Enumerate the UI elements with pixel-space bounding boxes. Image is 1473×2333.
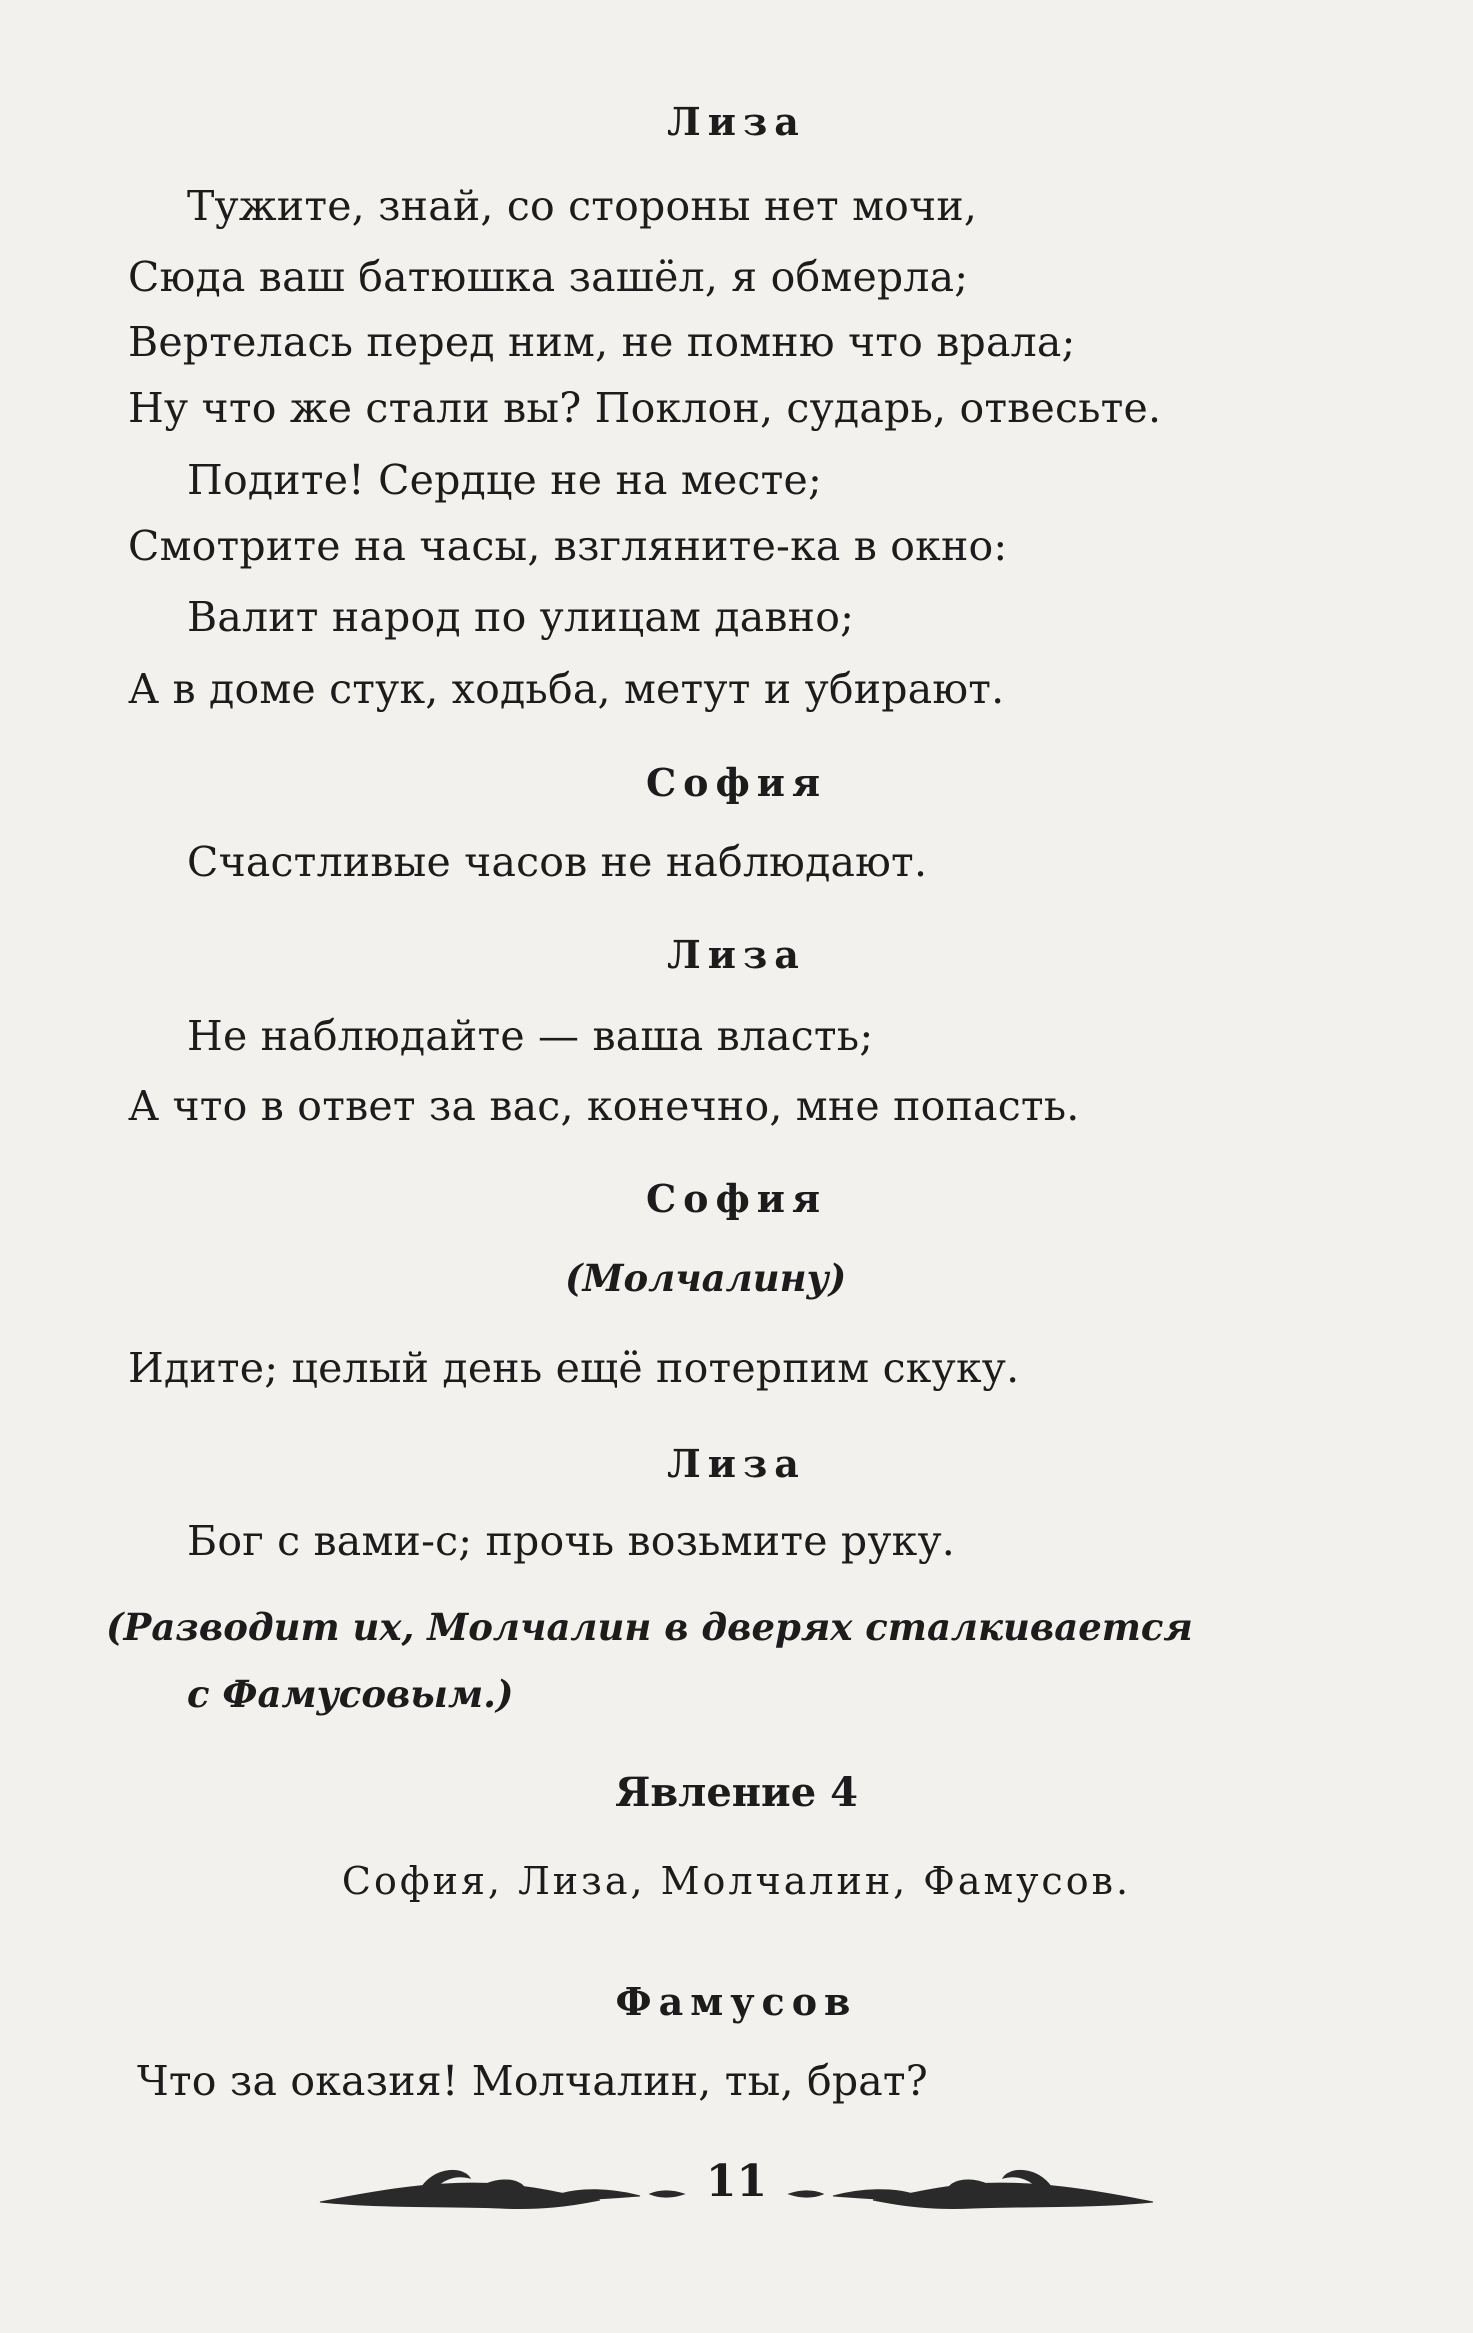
verse-line: Не наблюдайте — ваша власть; — [187, 1012, 874, 1060]
speaker-liza: Лиза — [667, 1441, 806, 1486]
verse-line: Счастливые часов не наблюдают. — [187, 838, 928, 886]
verse-line: Вертелась перед ним, не помню что врала; — [128, 318, 1076, 366]
verse-line: Бог с вами-с; прочь возьмите руку. — [187, 1517, 956, 1565]
page-number: 11 — [705, 2156, 768, 2207]
verse-line: Тужите, знай, со стороны нет мочи, — [187, 182, 978, 230]
verse-line: Идите; целый день ещё потерпим скуку. — [128, 1344, 1020, 1392]
cast-list: София, Лиза, Молчалин, Фамусов. — [341, 1859, 1132, 1903]
verse-line: Подите! Сердце не на месте; — [187, 456, 822, 504]
verse-line: Смотрите на часы, взгляните-ка в окно: — [128, 522, 1008, 570]
speaker-famusov: Фамусов — [615, 1979, 858, 2024]
verse-line: Что за оказия! Молчалин, ты, брат? — [137, 2057, 928, 2105]
stage-direction: (Разводит их, Молчалин в дверях сталкивается — [106, 1605, 1193, 1649]
verse-line: Валит народ по улицам давно; — [187, 593, 855, 641]
speaker-sofia: София — [645, 760, 828, 805]
stage-direction: (Молчалину) — [565, 1256, 847, 1300]
stage-direction: с Фамусовым.) — [187, 1672, 514, 1716]
scene-title: Явление 4 — [615, 1769, 858, 1816]
verse-line: Сюда ваш батюшка зашёл, я обмерла; — [128, 253, 969, 301]
speaker-sofia: София — [645, 1176, 828, 1221]
verse-line: А в доме стук, ходьба, метут и убирают. — [128, 665, 1005, 713]
verse-line: Ну что же стали вы? Поклон, сударь, отвесьте. — [128, 384, 1162, 432]
speaker-liza: Лиза — [667, 99, 806, 144]
speaker-liza: Лиза — [667, 932, 806, 977]
verse-line: А что в ответ за вас, конечно, мне попасть. — [128, 1082, 1080, 1130]
